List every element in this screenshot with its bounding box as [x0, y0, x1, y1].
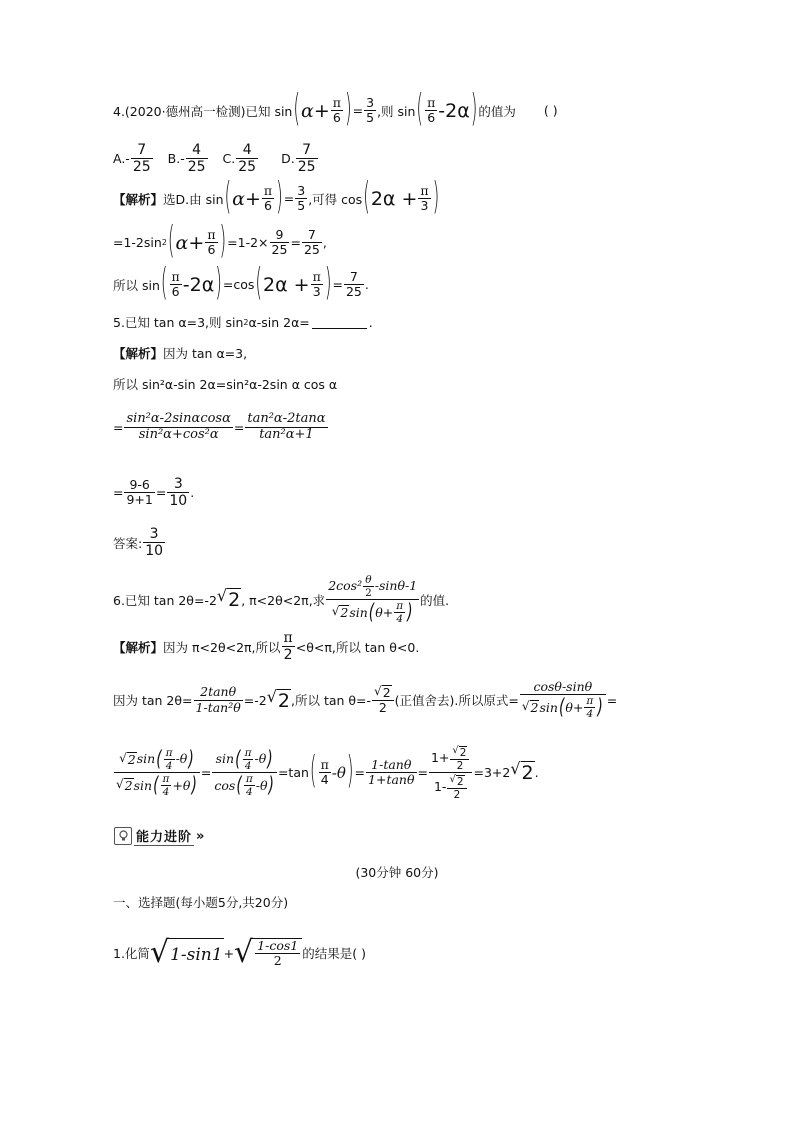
sol5-line2: 所以 sin²α-sin 2α=sin²α-2sin α cos α: [113, 377, 338, 392]
sol4-line1: 【解析】 选D.由 sin ( α + $\frac{\pi}{6}$ ) = $\frac{3}{5}$ ,可得 cos ( 2α + $\frac{\pi}{3}$ ): [113, 175, 440, 220]
option-b: B.-: [167, 151, 185, 167]
q5-answer-blank: [312, 316, 367, 329]
q1-line: 1.化简 √ 1-sin1 + √ $\frac{1-\cos 1}{2}$ 的结果是( ): [113, 935, 366, 971]
part-heading: 一、选择题(每小题5分,共20分): [113, 895, 289, 910]
solution-tag: 【解析】: [113, 639, 164, 655]
alpha: α: [301, 99, 314, 122]
sol6-line2: 因为 tan 2θ= $\frac{2\tan\theta}{\text{1-tan²θ}}$ =-2 √ 2 ,所以 tan θ=- √ 2 2 (正值舍去).所以原式= cosθ-sinθ √ 2 sin ( θ + $\frac{\pi}{4}$ ) =: [113, 679, 618, 721]
sol5-line3: = $\frac{\text{sin²α-2sinαcosα}}{\text{sin²α+cos²α}}$ = $\frac{\text{tan²α-2tanα}}{\text{tan²α+1}}$: [113, 411, 326, 442]
option-a: A.-: [113, 151, 130, 167]
lightbulb-icon: [114, 827, 132, 845]
sol6-line3: √ 2 sin ( $\frac{\pi}{4}$ -θ ) √ 2 sin ( $\frac{\pi}{4}$ +θ ) = sin ( $\frac{\pi}{4}$ -θ ) cos ( $\frac{\pi}{4}$ -θ ) =tan ( $\frac{\pi}{4}$ -θ ) = $\frac{1-\tan\theta}{1+\tan\theta}$ = 1+ √ 2 2 1- √ 2 2 =3+2 √ 2 .: [116, 745, 539, 802]
solution-tag: 【解析】: [113, 346, 164, 361]
q4-paren-group: ( α + $\frac{\pi}{6}$ ): [293, 87, 352, 132]
pi-over-6: $\frac{\pi}{6}$: [332, 95, 341, 126]
sol5-line1: 【解析】 因为 tan α=3,: [113, 346, 248, 361]
section-badge: [114, 826, 204, 846]
q6-line: 6.已知 tan 2θ=-2 √ 2 , π<2θ<2π,求 2cos² $\frac{\theta}{2}$ -sinθ-1 √ 2 sin ( θ + $\frac{\pi}{4}$ ) 的值.: [113, 574, 450, 626]
sol6-line1: 【解析】 因为 π<2θ<2π,所以 $\frac{\pi}{2}$ <θ<π,所以 tan θ<0.: [113, 630, 420, 664]
option-d: D.: [281, 151, 295, 167]
double-chevron-icon: »: [196, 828, 205, 844]
sqrt-2: √ 2: [216, 586, 241, 612]
sol5-line4: = $\frac{9-6}{9+1}$ = $\frac{3}{10}$ .: [113, 476, 195, 510]
sol5-answer: 答案: $\frac{3}{10}$: [113, 526, 164, 560]
sol4-line3: 所以 sin ( $\frac{\pi}{6}$ -2α ) =cos ( 2α + $\frac{\pi}{3}$ ) = $\frac{7}{25}$ .: [113, 261, 369, 306]
time-limit: (30分钟 60分): [355, 865, 439, 880]
answer-blank: ( ): [543, 103, 558, 119]
q5-line: 5.已知 tan α=3,则 sin 2 α-sin 2α= .: [113, 314, 373, 330]
solution-tag: 【解析】: [113, 191, 164, 207]
q4-options: A.- $\frac{7}{25}$ B.- $\frac{4}{25}$ C. $\frac{4}{25}$ D. $\frac{7}{25}$: [113, 142, 316, 176]
sol4-line2: =1-2sin 2 ( α + $\frac{\pi}{6}$ ) =1-2× $\frac{9}{25}$ = $\frac{7}{25}$ ,: [113, 219, 327, 264]
section-title: 能力进阶: [134, 826, 194, 846]
q4-prefix: 4.(2020·德州高一检测)已知 sin: [113, 103, 293, 119]
three-fifths: $\frac{3}{5}$: [366, 95, 375, 126]
q4-line: 4.(2020·德州高一检测)已知 sin ( α + $\frac{\pi}{6}$ ) = $\frac{3}{5}$ ,则 sin ( $\frac{\pi}{6}$ -2α ) 的值为 ( ): [113, 87, 558, 132]
option-c: C.: [222, 151, 236, 167]
